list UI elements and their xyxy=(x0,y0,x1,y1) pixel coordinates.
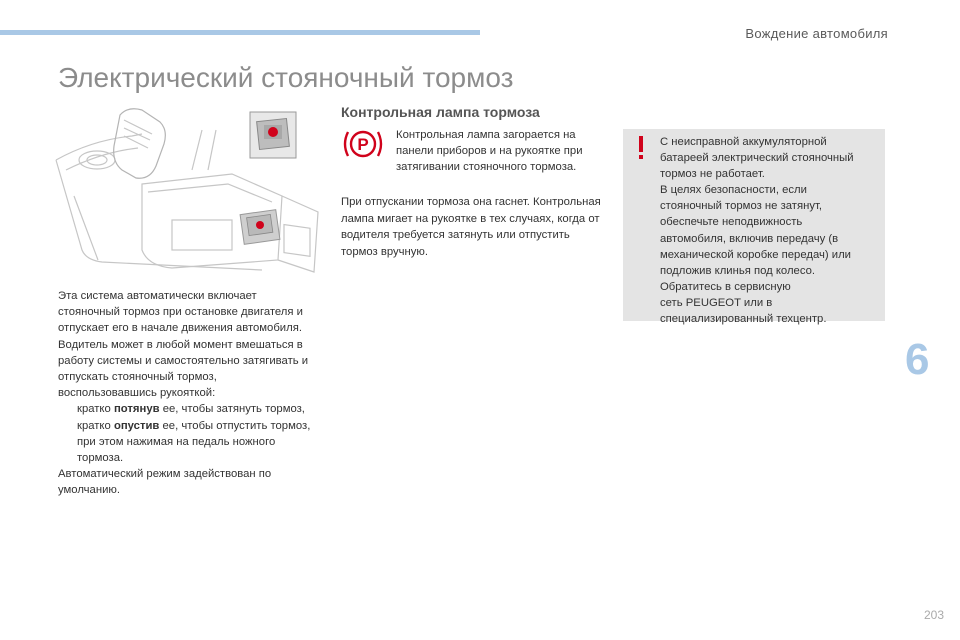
console-illustration xyxy=(52,100,324,280)
page-title: Электрический стояночный тормоз xyxy=(58,62,514,93)
bullet-marker xyxy=(58,401,77,417)
brake-switch-console xyxy=(240,210,280,245)
warning-box xyxy=(623,129,885,326)
page-number: 203 xyxy=(923,608,944,622)
lamp-description: Контрольная лампа загорается на панели приборов и на рукоятке при затягивании стояночного тормоза. xyxy=(396,129,583,173)
lamp-section-heading: Контрольная лампа тормоза xyxy=(341,104,540,120)
header-accent-bar xyxy=(0,30,480,35)
bullet-text: кратко потянув ее, чтобы затянуть тормоз, xyxy=(77,403,305,416)
warning-text: С неисправной аккумуляторной батареей электрический стояночный тормоз не работает. В целях безопасности, если стояночный тормоз не затянут, обеспечьте неподвижность автомобиля, включив передачу (в механической коробке передач) или подложив клинья под колесо. Обратитесь в сервисную сеть PEUGEOT или в специализированный техцентр. xyxy=(660,136,854,326)
intro-paragraph-3: Автоматический режим задействован по умолчанию. xyxy=(58,468,272,497)
section-title: Вождение автомобиля xyxy=(745,26,888,41)
brake-switch-inset xyxy=(250,112,296,158)
list-item xyxy=(58,418,318,467)
intro-paragraph-1: Эта система автоматически включает стояночный тормоз при остановке двигателя и отпускает его в начале движения автомобиля. xyxy=(58,290,303,335)
intro-text xyxy=(58,288,318,499)
bullet-text: кратко опустив ее, чтобы отпустить тормоз, при этом нажимая на педаль ножного тормоза. xyxy=(77,419,311,465)
emphasis-pull: потянув xyxy=(113,403,160,416)
exclamation-warning-icon xyxy=(636,135,646,161)
bullet-marker xyxy=(58,418,77,467)
chapter-number: 6 xyxy=(905,335,930,384)
emphasis-release: опустив xyxy=(113,419,160,432)
svg-text:P: P xyxy=(357,135,369,154)
list-item xyxy=(58,401,318,417)
lamp-release-description: При отпускании тормоза она гаснет. Контрольная лампа мигает на рукоятке в тех случаях, когда от водителя требуется затянуть или отпустить тормоз вручную. xyxy=(341,196,601,258)
intro-paragraph-2: Водитель может в любой момент вмешаться в работу системы и самостоятельно затягивать и отпускать стояночный тормоз, воспользовавшись рукояткой: xyxy=(58,338,309,400)
parking-brake-warning-lamp-icon xyxy=(341,128,385,160)
